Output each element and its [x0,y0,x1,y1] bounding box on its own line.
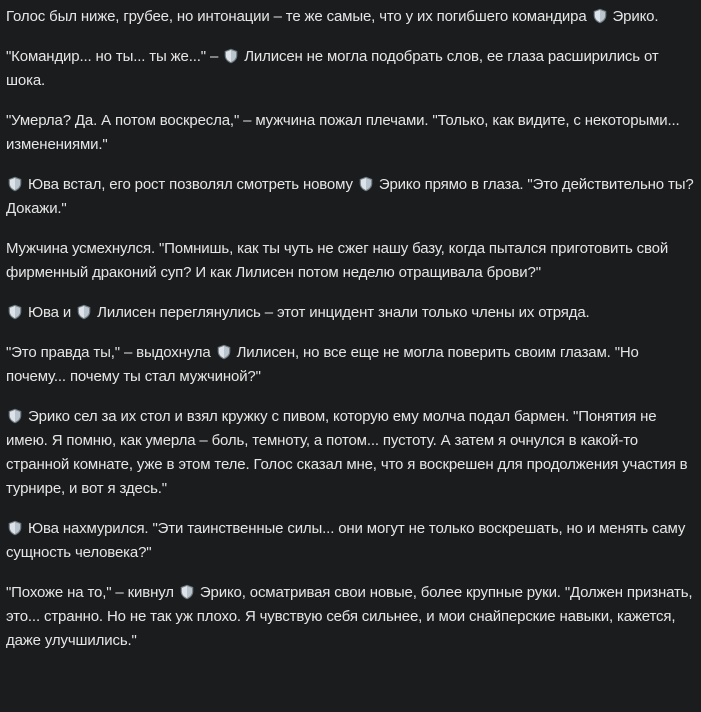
shield-icon [7,304,23,320]
shield-icon [7,520,23,536]
paragraph-text: "Похоже на то," – кивнул [6,584,178,601]
paragraph-text: Лилисен, но все еще не могла поверить своим глазам. "Но почему... почему ты стал мужчиной?" [6,344,639,385]
paragraph-text: Мужчина усмехнулся. "Помнишь, как ты чуть не сжег нашу базу, когда пытался приготовить свой фирменный драконий суп? И как Лилисен потом неделю отращивала брови?" [6,240,669,281]
paragraph-text: "Это правда ты," – выдохнула [6,344,215,361]
paragraph-text: Эрико. [608,8,659,25]
paragraph-text: Юва и [24,304,76,321]
paragraph-text: "Умерла? Да. А потом воскресла," – мужчина пожал плечами. "Только, как видите, с некоторыми... изменениями." [6,112,680,153]
paragraph [6,581,695,653]
shield-icon [76,304,92,320]
paragraph [6,301,695,325]
shield-icon [179,584,195,600]
shield-icon [223,48,239,64]
paragraph-text: Лилисен не могла подобрать слов, ее глаза расширились от шока. [6,48,659,89]
paragraph [6,109,695,157]
paragraph-text: "Командир... но ты... ты же..." – [6,48,223,65]
paragraph-text: Эрико сел за их стол и взял кружку с пивом, которую ему молча подал бармен. "Понятия не имею. Я помню, как умерла – боль, темноту, а потом... пустоту. А затем я очнулся в какой-то странной комнате, уже в этом теле. Голос сказал мне, что я воскрешен для продолжения участия в турнире, и вот я здесь." [6,408,688,497]
paragraph [6,173,695,221]
paragraph [6,45,695,93]
paragraph-text: Юва встал, его рост позволял смотреть новому [24,176,357,193]
paragraph-text: Эрико прямо в глаза. "Это действительно ты? Докажи." [6,176,694,217]
paragraph [6,5,695,29]
paragraph-text: Юва нахмурился. "Эти таинственные силы... они могут не только воскрешать, но и менять саму сущность человека?" [6,520,686,561]
shield-icon [358,176,374,192]
shield-icon [592,8,608,24]
paragraph-text: Лилисен переглянулись – этот инцидент знали только члены их отряда. [93,304,590,321]
paragraph-text: Голос был ниже, грубее, но интонации – те же самые, что у их погибшего командира [6,8,591,25]
paragraph-text: Эрико, осматривая свои новые, более крупные руки. "Должен признать, это... странно. Но не так уж плохо. Я чувствую себя сильнее, и мои снайперские навыки, кажется, даже улучшились." [6,584,693,649]
paragraph [6,405,695,501]
shield-icon [7,408,23,424]
paragraph [6,341,695,389]
shield-icon [216,344,232,360]
paragraph [6,237,695,285]
paragraph [6,517,695,565]
shield-icon [7,176,23,192]
